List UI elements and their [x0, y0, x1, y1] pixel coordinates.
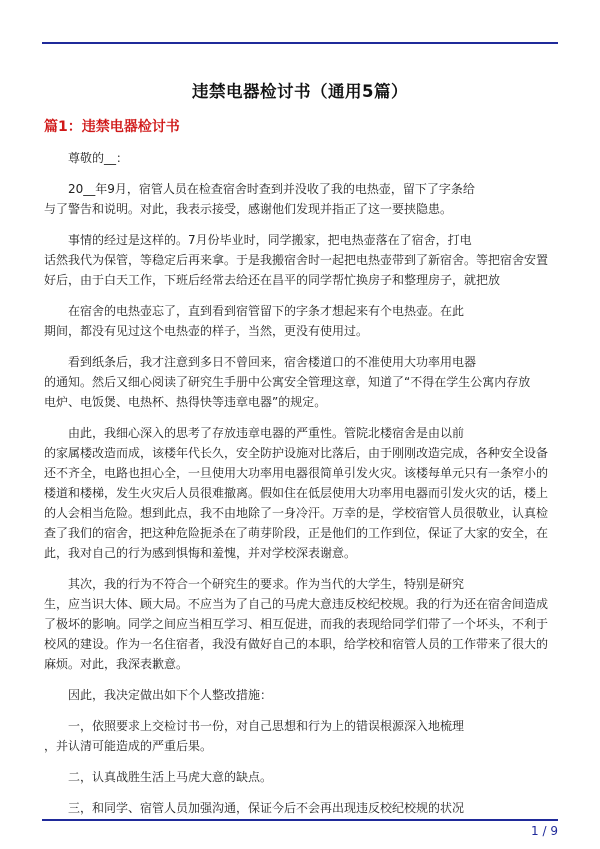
paragraph-line: 校风的建设。作为一名住宿者，我没有做好自己的本职，给学校和宿管人员的工作带来了很大的: [44, 637, 549, 651]
paragraph-line: 生，应当识大体、顾大局。不应当为了自己的马虎大意违反校纪校规。我的行为还在宿舍间造成: [44, 597, 549, 611]
paragraph: [44, 767, 556, 787]
paragraph: [44, 352, 556, 412]
paragraph-line: 20__年9月，宿管人员在检查宿舍时查到并没收了我的电热壶，留下了字条给: [68, 182, 475, 196]
header-rule: [42, 42, 558, 44]
paragraph-line: 尊敬的__：: [68, 151, 129, 165]
paragraph-line: 麻烦。对此，我深表歉意。: [44, 657, 189, 671]
paragraph-line: 二，认真战胜生活上马虎大意的缺点。: [68, 770, 273, 784]
paragraph: [44, 148, 556, 168]
paragraph: [44, 179, 556, 219]
paragraph: [44, 716, 556, 756]
paragraph-line: 好后，由于白天工作，下班后经常去给还在昌平的同学帮忙换房子和整理房子，就把放: [44, 273, 501, 287]
paragraph-line: 的通知。然后又细心阅读了研究生手册中公寓安全管理这章，知道了“不得在学生公寓内存放: [44, 375, 531, 389]
paragraph-line: 其次，我的行为不符合一个研究生的要求。作为当代的大学生，特别是研究: [68, 577, 465, 591]
paragraph-line: 看到纸条后，我才注意到多日不曾回来，宿舍楼道口的不准使用大功率用电器: [68, 355, 477, 369]
paragraph-line: 查了我们的宿舍，把这种危险扼杀在了萌芽阶段，正是他们的工作到位，保证了大家的安全，在: [44, 526, 549, 540]
paragraph-line: 在宿舍的电热壶忘了，直到看到宿管留下的字条才想起来有个电热壶。在此: [68, 304, 465, 318]
paragraph-line: 电炉、电饭煲、电热杯、热得快等违章电器”的规定。: [44, 395, 327, 409]
paragraph-line: 事情的经过是这样的。7月份毕业时，同学搬家，把电热壶落在了宿舍，打电: [68, 233, 472, 247]
paragraph: [44, 685, 556, 705]
paragraph-line: 一，依照要求上交检讨书一份，对自己思想和行为上的错误根源深入地梳理: [68, 719, 465, 733]
paragraph-line: 三，和同学、宿管人员加强沟通，保证今后不会再出现违反校纪校规的状况: [68, 801, 465, 815]
paragraph-line: 与了警告和说明。对此，我表示接受，感谢他们发现并指正了这一要挟隐患。: [44, 202, 453, 216]
paragraph-line: 话然我代为保管，等稳定后再来拿。于是我搬宿舍时一起把电热壶带到了新宿舍。等把宿舍安置: [44, 253, 549, 267]
page-indicator: 1 / 9: [531, 824, 558, 838]
paragraph-line: 还不齐全，电路也担心全，一旦使用大功率用电器很简单引发火灾。该楼每单元只有一条窄小的: [44, 466, 549, 480]
section-heading: 篇1：违禁电器检讨书: [44, 119, 180, 135]
paragraph-line: 期间，都没有见过这个电热壶的样子，当然，更没有使用过。: [44, 324, 369, 338]
document-title: 违禁电器检讨书（通用5篇）: [192, 82, 408, 101]
paragraph: [44, 230, 556, 290]
footer-rule: [42, 819, 558, 821]
paragraph-line: 的人会相当危险。想到此点，我不由地除了一身冷汗。万幸的是，学校宿管人员很敬业，认真检: [44, 506, 549, 520]
paragraph-line: ，并认清可能造成的严重后果。: [44, 739, 213, 753]
paragraph-line: 了极坏的影响。同学之间应当相互学习、相互促进，而我的表现给同学们带了一个坏头，不利于: [44, 617, 549, 631]
document-body: [44, 148, 556, 829]
paragraph-line: 的家属楼改造而成，该楼年代长久，安全防护设施对比落后，由于刚刚改造完成，各种安全设备: [44, 446, 549, 460]
paragraph: [44, 574, 556, 674]
paragraph: [44, 423, 556, 563]
paragraph: [44, 301, 556, 341]
paragraph-line: 因此，我决定做出如下个人整改措施：: [68, 688, 273, 702]
paragraph-line: 楼道和楼梯，发生火灾后人员很难撤离。假如住在低层使用大功率用电器而引发火灾的话，楼上: [44, 486, 549, 500]
paragraph-line: 由此，我细心深入的思考了存放违章电器的严重性。管院北楼宿舍是由以前: [68, 426, 465, 440]
paragraph-line: 此，我对自己的行为感到惧悔和羞愧，并对学校深表谢意。: [44, 546, 357, 560]
paragraph: [44, 798, 556, 818]
